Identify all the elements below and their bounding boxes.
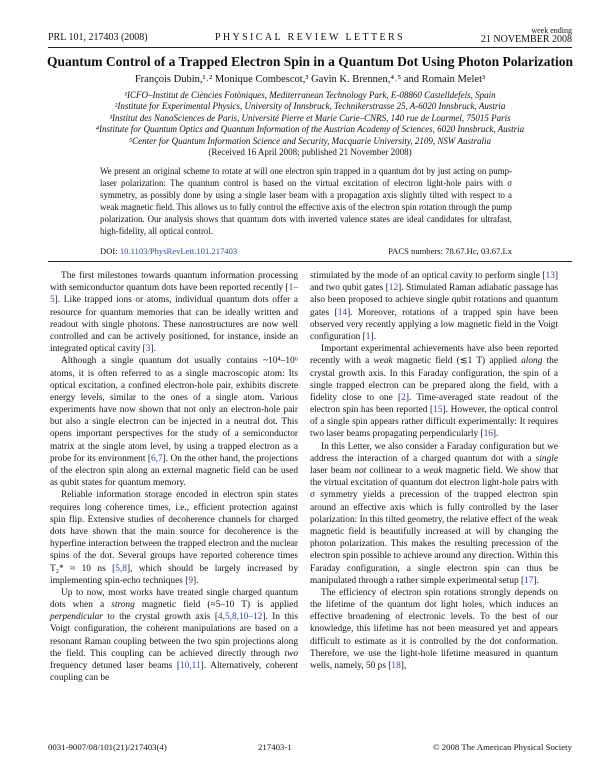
pacs-numbers: PACS numbers: 78.67.Hc, 03.67.Lx — [388, 246, 512, 256]
abstract: We present an original scheme to rotate at will one electron spin trapped in a quantum dot by just acting on pump-laser polarization: The quantum control is based on the virtual excitation of electron light-hole pairs with σ symmetry, as possibly done by using a single laser beam with a propagation axis slightly tilted with respect to a weak magnetic field. This allows us to fully control the effective axis of the electron spin rotation through the pump polarization. Our analysis shows that quantum dots with inverted valence states are ideal candidates for ultrafast, high-fidelity, all optical control. — [100, 166, 512, 236]
page-number: 217403-1 — [258, 742, 292, 752]
header-rule — [48, 47, 572, 48]
paper-title: Quantum Control of a Trapped Electron Spin in a Quantum Dot Using Photon Polarization — [47, 54, 573, 69]
journal-reference: PRL 101, 217403 (2008) — [48, 32, 148, 43]
copyright: © 2008 The American Physical Society — [432, 742, 572, 752]
paragraph: The efficiency of electron spin rotations strongly depends on the lifetime of the quantum dot light holes, which induces an effective broadening of electronic levels. To the best of our knowledge, this lifetime has not been measured yet and appears difficult to estimate as it is controlled by the dot conformation. Therefore, we use the light-hole lifetime measured in quantum wells, namely, 50 ps [18], — [310, 587, 558, 671]
abstract-rule — [48, 261, 572, 262]
paragraph: stimulated by the mode of an optical cavity to perform single [13] and two qubit gates [12]. Stimulated Raman adiabatic passage has also been proposed to achieve single qubit rotations and quantum gates [14]. Moreover, rotations of a trapped spin have been observed very recently applying a low magnetic field in the Voigt configuration [1]. — [310, 271, 558, 342]
paragraph: Although a single quantum dot usually contains ~10⁴–10⁶ atoms, it is often referred to as a single macroscopic atom: Its optical excitation, a confined electron-hole pair, exhibits discrete energy levels, similar to the ones of a single atom. Various experiments have now shown that not only an electron-hole pair but also a single electron can be injected in a neutral dot. This opens important perspectives for the study of a semiconductor matrix at the single atom level, by using a trapped electron as a probe for its environment [6,7]. On the other hand, the projections of the electron spin along an external magnetic field can be used as qubit states for quantum memory. — [50, 356, 298, 489]
running-header — [48, 26, 572, 46]
doi-line — [100, 246, 237, 256]
body-column-left — [50, 270, 298, 684]
author-list: François Dubin,¹˒² Monique Combescot,³ Gavin K. Brennen,⁴˒⁵ and Romain Melet³ — [134, 74, 486, 85]
affiliation-1: ¹ICFO–Institut de Ciències Fotòniques, Mediterranean Technology Park, E-08860 Castelldefels, Spain — [124, 90, 496, 100]
affiliation-4: ⁴Institute for Quantum Optics and Quantum Information of the Austrian Academy of Sciences, 6020 Innsbruck, Austria — [95, 124, 525, 135]
paragraph: Up to now, most works have treated single charged quantum dots when a strong magnetic field (≈5–10 T) is applied perpendicular to the crystal growth axis [4,5,8,10–12]. In this Voigt configuration, the coherent manipulations are based on a resonant Raman coupling between the two spin projections along the field. This coupling can be achieved directly through two frequency detuned laser beams [10,11]. Alternatively, coherent coupling can be — [50, 587, 299, 684]
received-dates: (Received 16 April 2008; published 21 November 2008) — [208, 147, 412, 158]
paragraph: The first milestones towards quantum information processing with semiconductor quantum dots have been reported recently [1–5]. Like trapped ions or atoms, individual quantum dots offer a resource for quantum memories that can be ideally written and readout with single photons. These nanostructures are now well controlled and can be actively positioned, for instance, inside an integrated optical cavity [3]. — [50, 271, 298, 355]
week-ending-date: 21 NOVEMBER 2008 — [480, 34, 572, 45]
affiliation-3: ³Institut des NanoSciences de Paris, Université Pierre et Marie Curie–CNRS, 140 rue de Lourmel, 75015 Paris — [109, 112, 511, 123]
affiliation-list — [40, 90, 580, 158]
affiliation-5: ⁵Center for Quantum Information Science and Security, Macquarie University, 2109, NSW Australia — [129, 135, 491, 146]
journal-name: PHYSICAL REVIEW LETTERS — [214, 32, 406, 43]
doi-link[interactable]: 10.1103/PhysRevLett.101.217403 — [119, 246, 238, 256]
paragraph: Important experimental achievements have also been reported recently with a weak magnetic field (≲1 T) applied along the crystal growth axis. In this Faraday configuration, the spin of a single trapped electron can be prepared along the field, with a fidelity close to one [2]. Time-averaged state readout of the electron spin has been reported [15]. However, the optical control of a single spin appears rather difficult experimentally: It requires two laser beams propagating perpendicularly [16]. — [310, 344, 558, 440]
affiliation-2: ²Institute for Experimental Physics, University of Innsbruck, Technikerstrasse 25, A-6020 Innsbruck, Austria — [114, 101, 506, 112]
doi-label: DOI: — [100, 246, 118, 256]
footer-code: 0031-9007/08/101(21)/217403(4) — [48, 742, 167, 752]
week-ending-label: week ending — [531, 26, 572, 35]
issue-date — [481, 26, 572, 44]
paragraph: In this Letter, we also consider a Faraday configuration but we address the interaction of a charged quantum dot with a single laser beam not collinear to a weak magnetic field. We show that the virtual excitation of quantum dot electron light-hole pairs with σ symmetry yields a precession of the trapped electron spin around an effective axis which is fully controlled by the laser polarization: In this tilted geometry, the relative effect of the weak magnetic field is beautifully increased at will by changing the photon polarization. This makes the resulting precession of the electron spin possible to achieve around any direction. Within this Faraday configuration, a single electron spin can thus be manipulated through a rather simple experimental setup [17]. — [310, 441, 559, 586]
paragraph: Reliable information storage encoded in electron spin states requires long coherence times, i.e., efficient protection against spin flip. Extensive studies of decoherence channels for charged dots have shown that the main source for decoherence is the hyperfine interaction between the trapped electron and the nuclear spins of the dot. Several groups have reported coherence times T₂* ≈ 10 ns [5,8], which should be largely increased by implementing spin-echo techniques [9]. — [50, 490, 298, 586]
body-column-right — [310, 270, 558, 672]
